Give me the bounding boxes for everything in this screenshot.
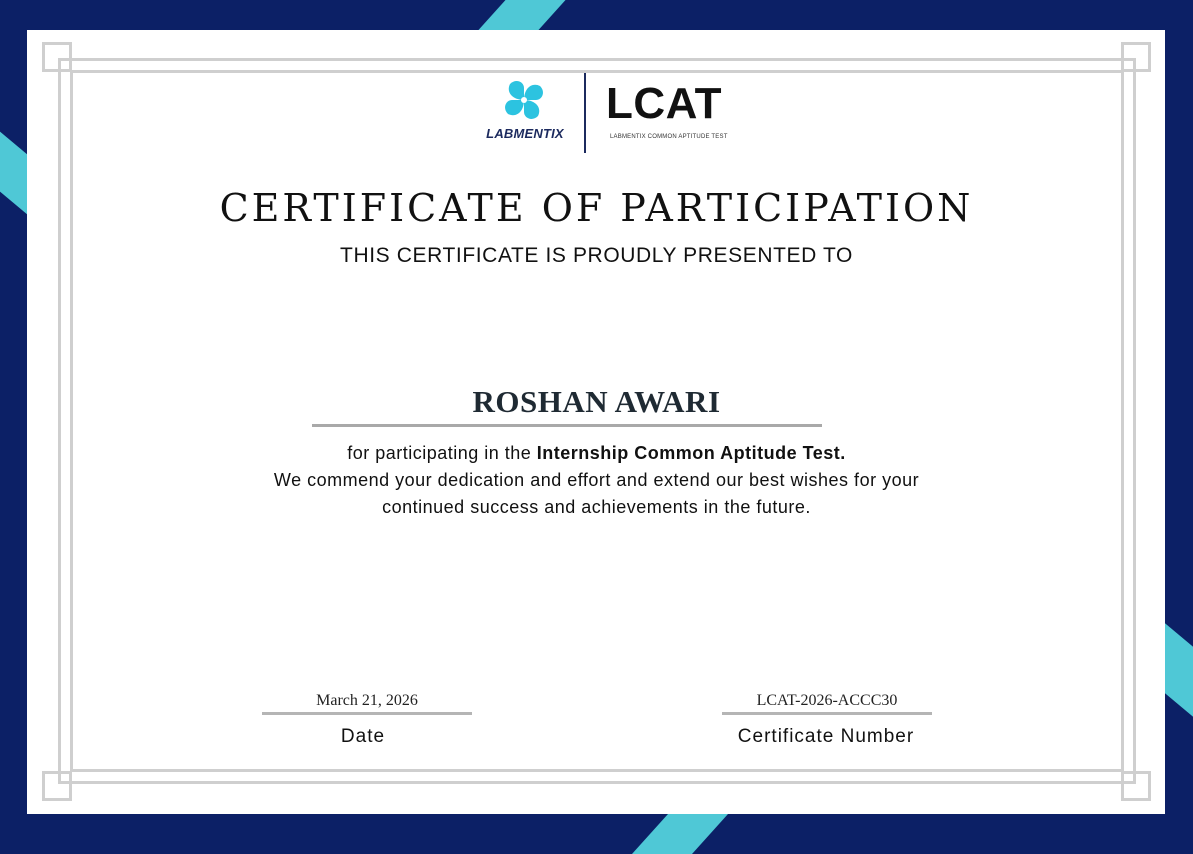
logo-subtitle: LABMENTIX COMMON APTITUDE TEST [610,134,728,140]
inner-frame [70,70,1124,772]
body-line-2: We commend your dedication and effort and extend our best wishes for your [273,470,920,490]
logo-divider [584,73,586,153]
teal-stripe-right [1165,623,1193,727]
body-line-1 [0,440,1193,467]
frame-corner-bottom-left [42,771,72,801]
logo-area [480,72,780,160]
certificate-subtitle: THIS CERTIFICATE IS PROUDLY PRESENTED TO [340,244,853,267]
frame-corner-top-right [1121,42,1151,72]
date-label: Date [340,726,386,747]
certificate-number-label: Certificate Number [737,726,915,747]
logo-brand-text: LABMENTIX [486,126,564,141]
date-value: March 21, 2026 [316,692,418,709]
body-prefix: for participating in the [347,443,537,463]
certificate-body [0,440,1193,521]
certificate-title: CERTIFICATE OF PARTICIPATION [219,186,974,230]
body-line-3: continued success and achievements in the future. [382,497,811,517]
recipient-name: ROSHAN AWARI [472,384,721,419]
certificate-number-value: LCAT-2026-ACCC30 [756,692,898,709]
labmentix-pinwheel-icon [502,78,546,122]
certificate-number-line [722,712,932,715]
frame-corner-bottom-right [1121,771,1151,801]
frame-corner-top-left [42,42,72,72]
date-line [262,712,472,715]
logo-title: LCAT [606,79,723,128]
body-test-name: Internship Common Aptitude Test. [536,443,846,463]
teal-stripe-bottom [632,814,728,854]
recipient-underline [312,424,822,427]
